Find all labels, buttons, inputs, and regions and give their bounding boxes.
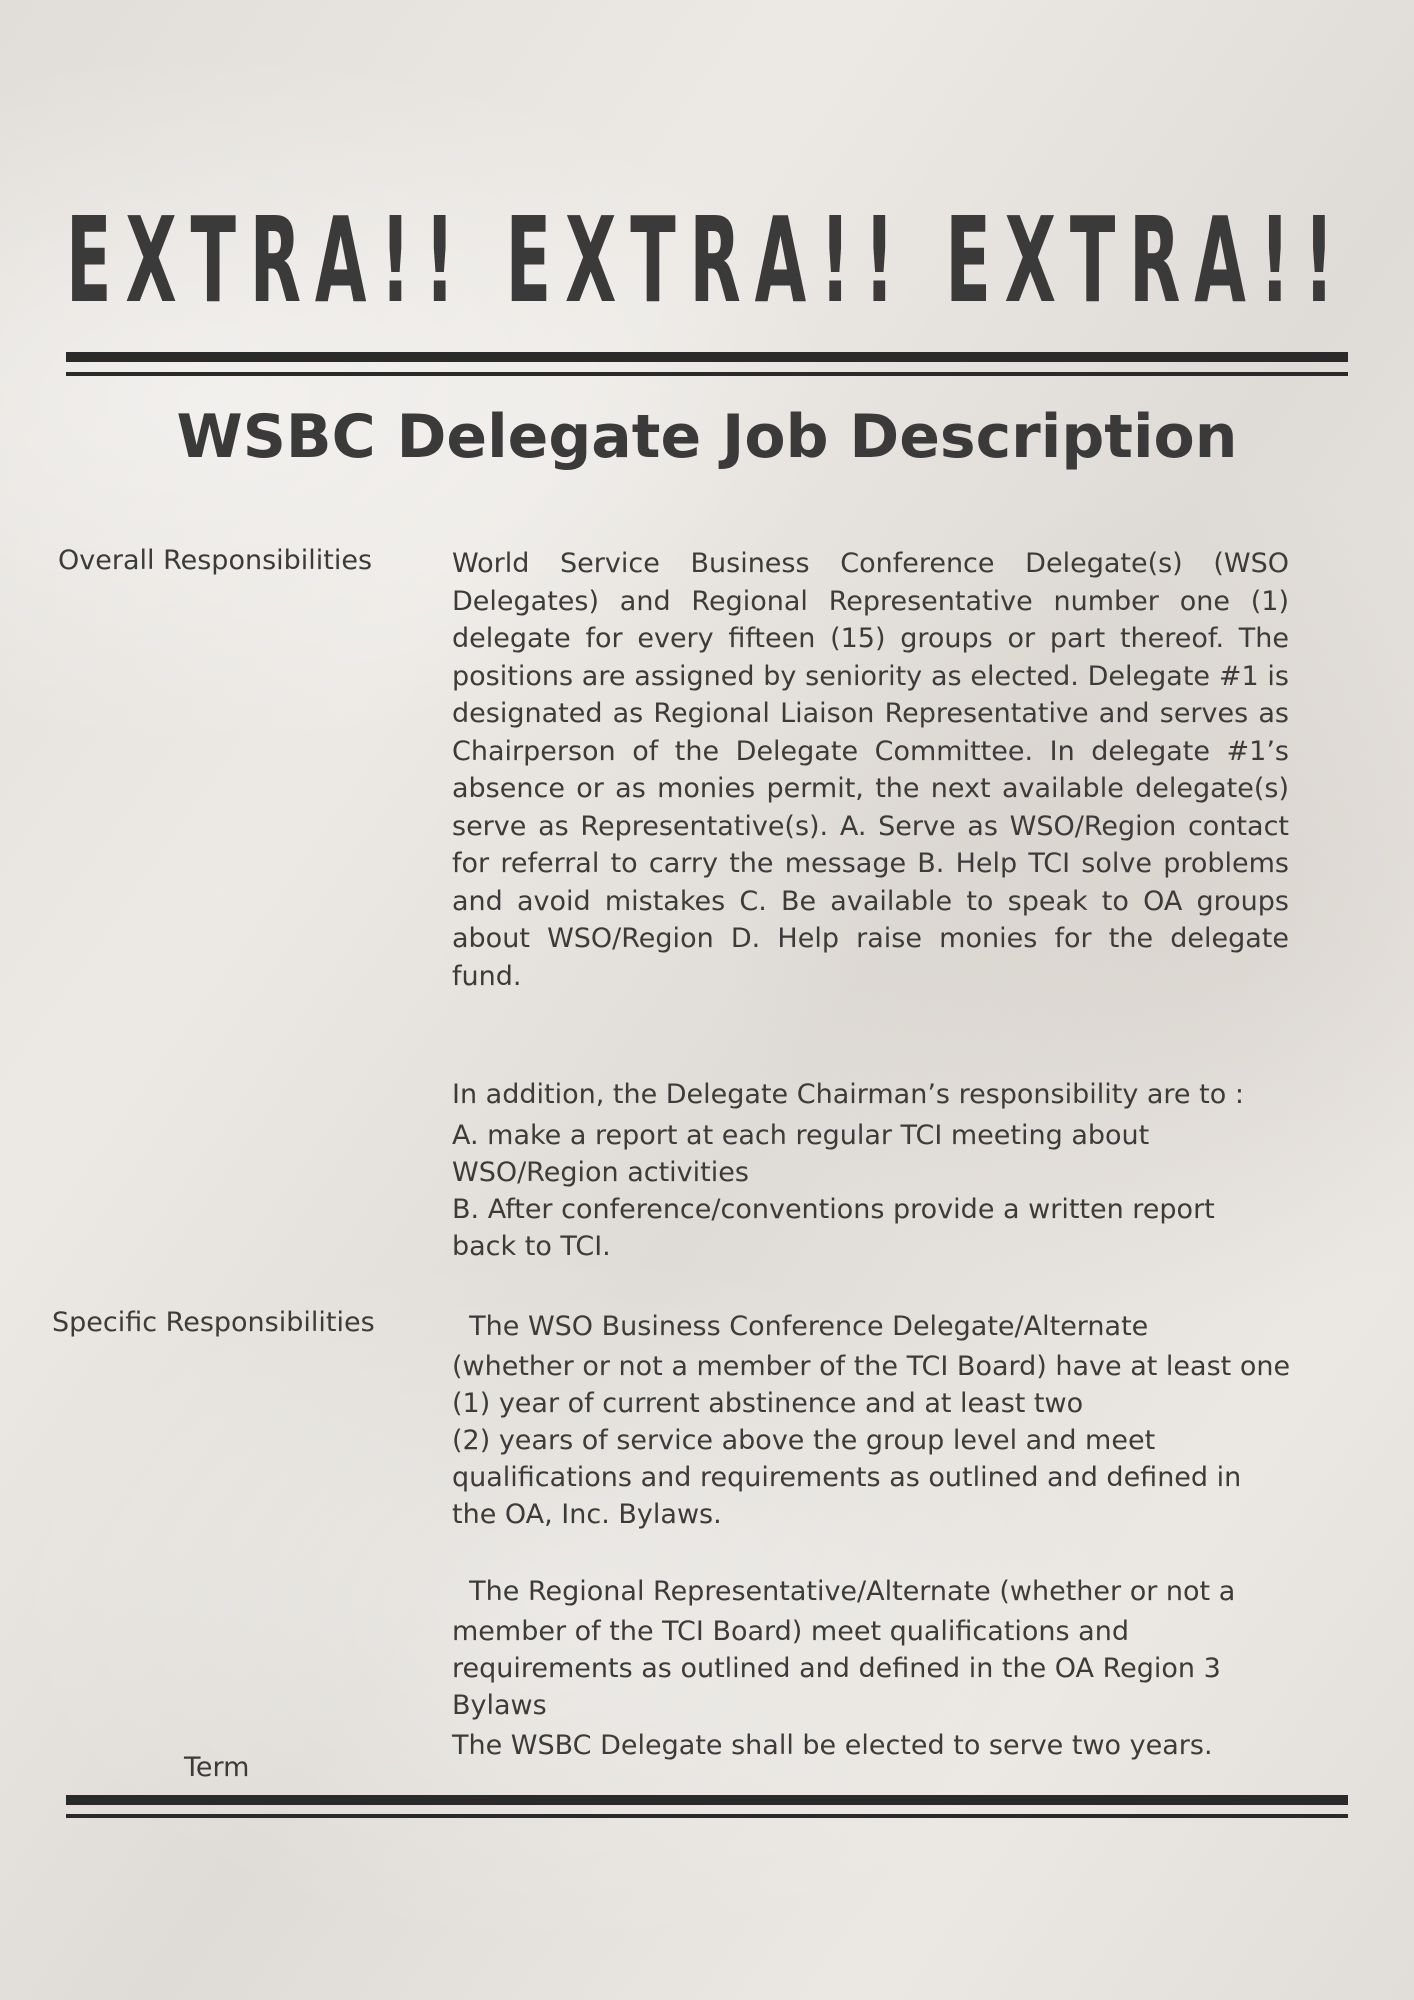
specific-p2-line4: Bylaws bbox=[452, 1690, 547, 1721]
chairman-item-b-line1: B. After conference/conventions provide a written report bbox=[452, 1194, 1215, 1225]
overall-responsibilities-text: World Service Business Conference Delegate(s) (WSO Delegates) and Regional Representative number one (1) delegate for every fifteen (15) groups or part thereof. The positions are assigned by seniority as elected. Delegate #1 is designated as Regional Liaison Representative and serves as Chairperson of the Delegate Committee. In delegate #1’s absence or as monies permit, the next available delegate(s) serve as Representative(s). A. Serve as WSO/Region contact for referral to carry the message B. Help TCI solve problems and avoid mistakes C. Be available to speak to OA groups about WSO/Region D. Help raise monies for the delegate fund. bbox=[452, 548, 1289, 992]
term-label: Term bbox=[184, 1752, 250, 1783]
specific-p2-line2: member of the TCI Board) meet qualifications and bbox=[452, 1616, 1129, 1647]
chairman-item-a-line2: WSO/Region activities bbox=[452, 1157, 749, 1188]
headline: EXTRA!! EXTRA!! EXTRA!! bbox=[66, 191, 1348, 329]
specific-p2-line3: requirements as outlined and defined in the OA Region 3 bbox=[452, 1653, 1221, 1684]
specific-responsibilities-label: Specific Responsibilities bbox=[52, 1307, 375, 1338]
specific-p2-line1: The Regional Representative/Alternate (whether or not a bbox=[452, 1576, 1236, 1607]
specific-p1-line6: the OA, Inc. Bylaws. bbox=[452, 1499, 722, 1530]
specific-p1-line1: The WSO Business Conference Delegate/Alternate bbox=[452, 1311, 1149, 1342]
chairman-intro: In addition, the Delegate Chairman’s responsibility are to : bbox=[452, 1079, 1244, 1110]
page-title: WSBC Delegate Job Description bbox=[176, 402, 1238, 472]
header-rule-thin bbox=[66, 372, 1348, 376]
specific-p1-line2: (whether or not a member of the TCI Board) have at least one bbox=[452, 1351, 1291, 1382]
specific-p1-line4: (2) years of service above the group level and meet bbox=[452, 1425, 1156, 1456]
specific-p1-line5: qualifications and requirements as outlined and defined in bbox=[452, 1462, 1242, 1493]
footer-rule-thick bbox=[66, 1795, 1348, 1805]
chairman-item-a-line1: A. make a report at each regular TCI meeting about bbox=[452, 1120, 1150, 1151]
footer-rule-thin bbox=[66, 1814, 1348, 1818]
chairman-item-b-line2: back to TCI. bbox=[452, 1231, 611, 1262]
specific-p1-line3: (1) year of current abstinence and at least two bbox=[452, 1388, 1084, 1419]
overall-responsibilities-label: Overall Responsibilities bbox=[58, 545, 373, 576]
header-rule-thick bbox=[66, 352, 1348, 362]
term-text: The WSBC Delegate shall be elected to serve two years. bbox=[452, 1730, 1213, 1761]
